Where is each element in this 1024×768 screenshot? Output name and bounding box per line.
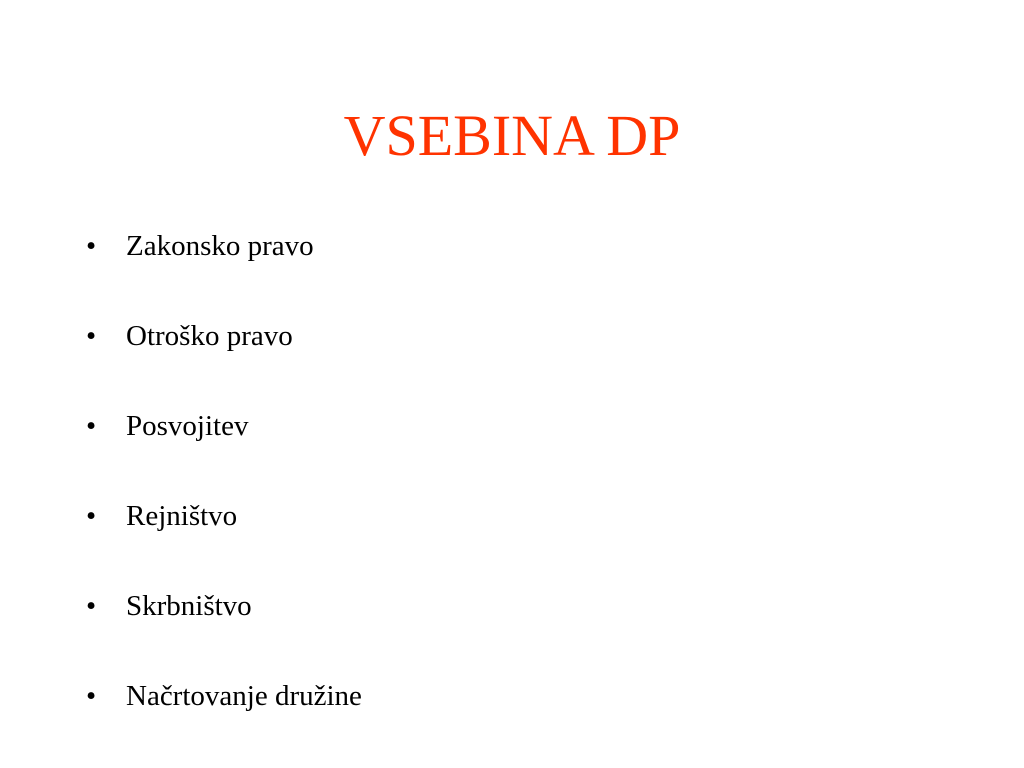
list-item-label: Rejništvo <box>126 500 238 532</box>
list-item-label: Otroško pravo <box>126 320 293 352</box>
list-item <box>86 314 362 404</box>
list-item <box>86 224 362 314</box>
bullet-list <box>86 224 362 764</box>
bullet-icon: • <box>86 410 97 442</box>
list-item-label: Zakonsko pravo <box>126 230 314 262</box>
list-item <box>86 674 362 764</box>
list-item <box>86 584 362 674</box>
bullet-icon: • <box>86 500 97 532</box>
list-item-label: Načrtovanje družine <box>126 680 362 712</box>
bullet-icon: • <box>86 320 97 352</box>
bullet-icon: • <box>86 680 97 712</box>
list-item-label: Posvojitev <box>126 410 249 442</box>
list-item <box>86 404 362 494</box>
list-item <box>86 494 362 584</box>
slide-title: VSEBINA DP <box>343 103 681 168</box>
bullet-icon: • <box>86 590 97 622</box>
list-item-label: Skrbništvo <box>126 590 252 622</box>
bullet-icon: • <box>86 230 97 262</box>
